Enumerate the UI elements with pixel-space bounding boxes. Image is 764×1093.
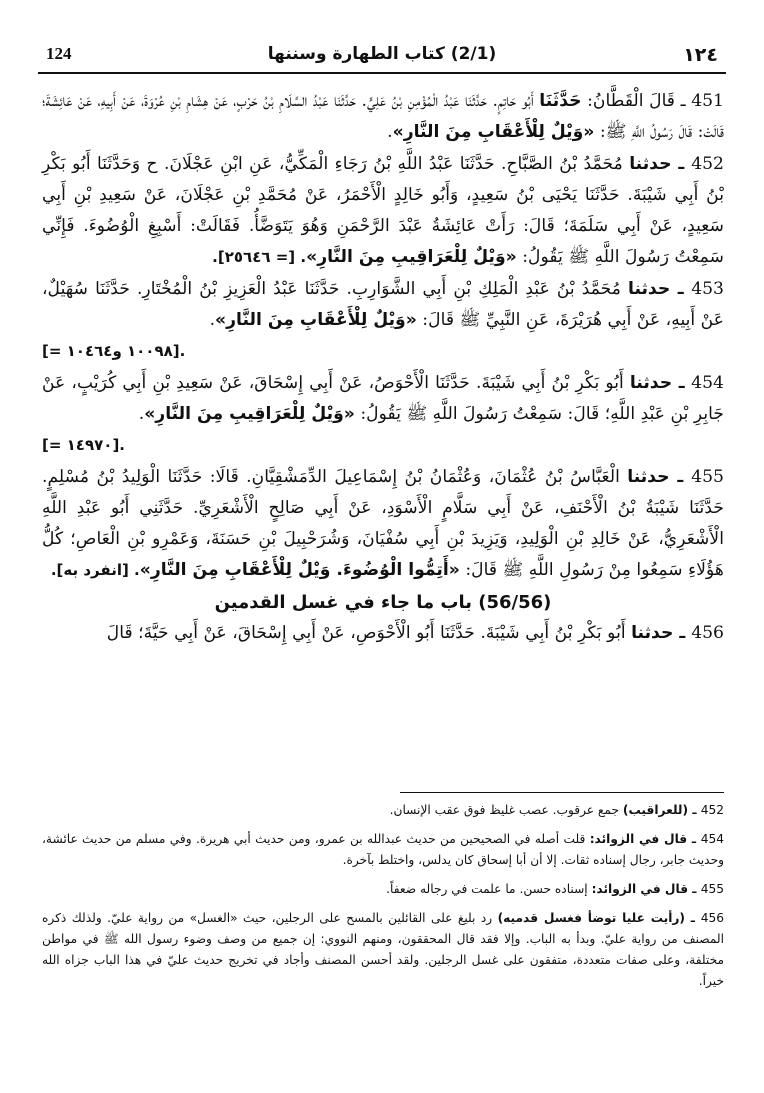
footnote-number: 456 (700, 911, 724, 925)
footnote-number: 452 (700, 803, 724, 817)
isnad-text: أَبُو بَكْرِ بْنُ أَبِي شَيْبَةَ. حَدَّثَنَا أَبُو الْأَحْوَصِ، عَنْ أَبِي إِسْحَاقَ، عَنْ أَبِي حَيَّةَ؛ قَالَ (106, 623, 632, 644)
isnad-text: مُحَمَّدُ بْنُ عَبْدِ الْمَلِكِ بْنِ أَبِي الشَّوَارِبِ. حَدَّثَنَا عَبْدُ الْعَزِيزِ بْنُ الْمُخْتَارِ. حَدَّثَنَا سُهَيْلٌ، عَنْ أَبِيهِ، عَنْ أَبِي هُرَيْرَةَ، عَنِ النَّبِيِّ ﷺ قَالَ: (42, 278, 724, 331)
footnote-455 (42, 879, 724, 900)
prophetic-quote: «وَيْلٌ لِلْعَرَاقِيبِ مِنَ النَّارِ» (306, 247, 517, 268)
footnote-452 (42, 800, 724, 821)
hadith-number: 452 (691, 153, 724, 174)
hadith-number: 455 (691, 466, 724, 487)
isnad-text: أَبُو حَاتِمٍ. حَدَّثَنَا عَبْدُ الْمُؤْمِنِ بْنُ عَلِيٍّ. حَدَّثَنَا عَبْدُ السَّلَامِ بْنُ حَرْبٍ، عَنْ هِشَامِ بْنِ عُرْوَةَ، عَنْ أَبِيهِ، عَنْ عَائِشَةَ؛ قَالَتْ: قَالَ رَسُولُ اللَّهِ ﷺ: (42, 91, 724, 143)
footnote-text: قلت أصله في الصحيحين من حديث عبدالله بن عمرو، ومن حديث أبي هريرة. وفي مسلم من حديث عائشة، وحديث جابر، رجال إسناده ثقات. إلا أن أبا إسحاق كان يدلس، واختلط بآخرة. (42, 832, 724, 867)
sentence-end: . (138, 403, 145, 424)
footnote-keyword: ـ قال في الزوائد: (591, 882, 701, 896)
sentence-end: . (387, 122, 393, 143)
hadith-452 (42, 149, 724, 274)
hadith-number: 453 (691, 278, 724, 299)
footnote-text: إسناده حسن. ما علمت في رجاله ضعفاً. (386, 882, 592, 896)
footnote-456 (42, 908, 724, 992)
haddathana-keyword: ـ حدثنا (628, 278, 692, 299)
footnote-keyword: ـ قال في الزوائد: (589, 832, 701, 846)
page-number-arabic: ١٢٤ (683, 44, 718, 66)
page-number-latin: 124 (46, 44, 72, 63)
haddathana-keyword: ـ حدثنا (629, 372, 692, 393)
hadith-453 (42, 274, 724, 337)
footnote-keyword: ـ (للعراقيب) (622, 803, 701, 817)
prophetic-quote: «أَتِمُّوا الْوُضُوءَ. وَيْلٌ لِلْأَعْقَابِ مِنَ النَّارِ» (139, 560, 460, 581)
cross-reference: [= ١٤٩٧٠]. (42, 436, 125, 455)
hadith-number: 451 (691, 91, 724, 111)
footnote-454 (42, 829, 724, 871)
isnad-text: مُحَمَّدُ بْنُ الصَّبَّاحِ. حَدَّثَنَا عَبْدُ اللَّهِ بْنُ رَجَاءِ الْمَكِّيُّ، عَنِ ابْنِ عَجْلَانَ. ح وَحَدَّثَنَا أَبُو بَكْرِ بْنُ أَبِي شَيْبَةَ. حَدَّثَنَا يَحْيَى بْنُ سَعِيدٍ، وَأَبُو خَالِدٍ الْأَحْمَرُ، عَنْ مُحَمَّدِ بْنِ عَجْلَانَ، عَنْ سَعِيدِ بْنِ أَبِي سَعِيدٍ، عَنْ أَبِي سَلَمَةَ؛ قَالَ: رَأَتْ عَائِشَةُ عَبْدَ الرَّحْمَنِ وَهُوَ يَتَوَضَّأُ. فَقَالَتْ: أَسْبِغِ الْوُضُوءَ. فَإِنِّي سَمِعْتُ رَسُولَ اللَّهِ ﷺ يَقُولُ: (42, 153, 724, 268)
hadith-456 (42, 618, 724, 649)
footnote-number: 455 (700, 882, 724, 896)
page-header (38, 42, 726, 74)
chapter-title: (56/56) باب ما جاء في غسل القدمين (214, 591, 552, 613)
prophetic-quote: «وَيْلٌ لِلْأَعْقَابِ مِنَ النَّارِ» (215, 310, 417, 331)
footnote-text: جمع عرقوب. عصب غليظ فوق عقب الإنسان. (389, 803, 623, 817)
sentence-end: . (209, 310, 216, 331)
footnote-number: 454 (700, 832, 724, 846)
prophetic-quote: «وَيْلٌ لِلْعَرَاقِيبِ مِنَ النَّارِ» (144, 403, 355, 424)
haddathana-keyword: ـ حدثنا (631, 623, 692, 644)
narration-intro: ـ قَالَ الْقَطَّانُ: (581, 91, 692, 111)
haddathana-keyword: ـ حدثنا (627, 466, 692, 487)
footnote-divider (400, 792, 724, 793)
footnotes (42, 800, 724, 1000)
hadith-number: 456 (691, 623, 724, 644)
prophetic-quote: «وَيْلٌ لِلْأَعْقَابِ مِنَ النَّارِ» (392, 122, 595, 143)
cross-reference: . [انفرد به]. (50, 561, 140, 580)
isnad-text: الْعَبَّاسُ بْنُ عُثْمَانَ، وَعُثْمَانُ بْنُ إِسْمَاعِيلَ الدِّمَشْقِيَّانِ. قَالَا: حَدَّثَنَا الْوَلِيدُ بْنُ مُسْلِمٍ. حَدَّثَنَا شَيْبَةُ بْنُ الْأَحْنَفِ، عَنْ أَبِي سَلَّامٍ الْأَسْوَدِ، عَنْ أَبِي صَالِحٍ الْأَشْعَرِيِّ. حَدَّثَنِي أَبُو عَبْدِ اللَّهِ الْأَشْعَرِيُّ، عَنْ خَالِدِ بْنِ الْوَلِيدِ، وَيَزِيدَ بْنِ أَبِي سُفْيَانَ، وَشُرَحْبِيلَ بْنِ حَسَنَةَ، وَعَمْرِو بْنِ الْعَاصِ؛ كُلُّ هَؤُلَاءِ سَمِعُوا مِنْ رَسُولِ اللَّهِ ﷺ قَالَ: (42, 466, 724, 581)
hadith-454 (42, 368, 724, 431)
hadith-451 (42, 86, 724, 149)
hadith-text (42, 86, 724, 649)
hadith-455 (42, 462, 724, 587)
haddathana-keyword: ـ حدثنا (629, 153, 692, 174)
running-title: (2/1) كتاب الطهارة وسننها (267, 44, 497, 64)
isnad-text: أَبُو بَكْرِ بْنُ أَبِي شَيْبَةَ. حَدَّثَنَا الْأَحْوَصُ، عَنْ أَبِي إِسْحَاقَ، عَنْ سَعِيدِ بْنِ أَبِي كُرَيْبٍ، عَنْ جَابِرِ بْنِ عَبْدِ اللَّهِ؛ قَالَ: سَمِعْتُ رَسُولَ اللَّهِ ﷺ يَقُولُ: (42, 372, 724, 424)
cross-reference: [= ١٠٠٩٨ و١٠٤٦٤]. (42, 342, 186, 361)
footnote-text: رد بليغ على القائلين بالمسح على الرجلين، حيث «الغسل» من رواية عليّ. ولذلك ذكره المصنف من رواية عليّ. وبدأ به الباب. وإلا فقد قال المحققون، ومنهم النووي: إن جميع من وصف وضوء رسول الله ﷺ في مواطن مختلفة، وعلى صفات متعددة، متفقون على غسل الرجلين. ولقد أحسن المصنف وأجاد في تخريج حديث عليّ في هذا الباب جزاه الله خيراً. (42, 911, 724, 988)
hadith-number: 454 (691, 372, 724, 393)
hadith-453-reference (42, 336, 724, 367)
hadith-454-reference (42, 430, 724, 461)
footnote-keyword: ـ (رأيت عليا توضأ فغسل قدميه) (497, 911, 701, 925)
haddathana-keyword: حَدَّثَنَا (539, 91, 582, 111)
cross-reference: . [= ٢٥٦٤٦]. (212, 248, 307, 267)
